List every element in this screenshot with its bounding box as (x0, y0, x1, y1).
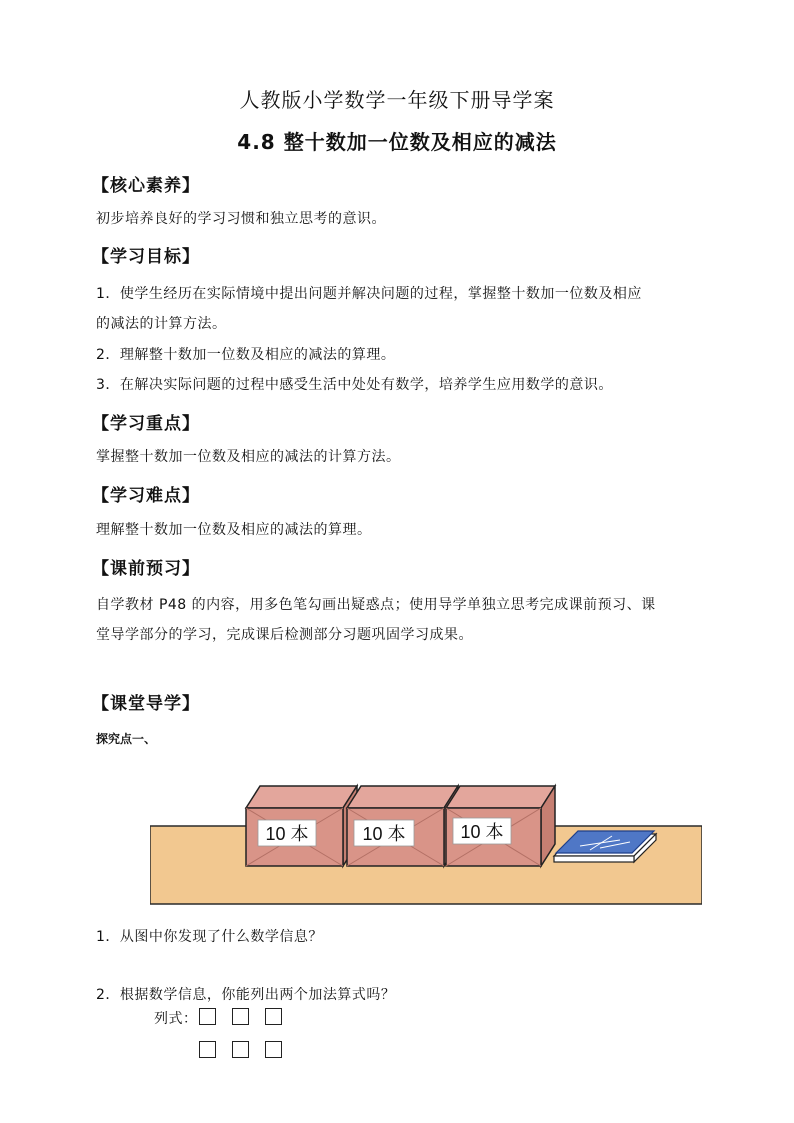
goal-line-4: 3．在解决实际问题的过程中感受生活中处处有数学，培养学生应用数学的意识。 (96, 377, 613, 393)
answer-boxes-row-1 (199, 1008, 282, 1025)
box-1-label: 10 本 (265, 824, 309, 844)
book-box-3 (446, 786, 555, 866)
answer-boxes-row-2 (199, 1041, 282, 1058)
core-text: 初步培养良好的学习习惯和独立思考的意识。 (96, 211, 386, 227)
answer-box[interactable] (232, 1008, 249, 1025)
question-1: 1．从图中你发现了什么数学信息？ (96, 929, 323, 945)
goal-line-2: 的减法的计算方法。 (96, 316, 227, 332)
goals-heading: 【学习目标】 (92, 247, 200, 267)
core-heading: 【核心素养】 (92, 176, 200, 196)
preview-heading: 【课前预习】 (92, 559, 200, 579)
explore-label: 探究点一、 (96, 732, 157, 746)
question-2: 2．根据数学信息，你能列出两个加法算式吗？ (96, 987, 396, 1003)
goal-line-1: 1．使学生经历在实际情境中提出问题并解决问题的过程，掌握整十数加一位数及相应 (96, 286, 642, 302)
key-text: 掌握整十数加一位数及相应的减法的计算方法。 (96, 449, 401, 465)
box-2-label: 10 本 (362, 824, 406, 844)
preview-line-1: 自学教材 P48 的内容，用多色笔勾画出疑惑点；使用导学单独立思考完成课前预习、课 (96, 597, 656, 613)
answer-box[interactable] (265, 1008, 282, 1025)
box-3-label: 10 本 (460, 822, 504, 842)
book-box-2 (347, 786, 458, 866)
book-box-1 (246, 786, 357, 866)
answer-box[interactable] (265, 1041, 282, 1058)
key-heading: 【学习重点】 (92, 414, 200, 434)
guide-heading: 【课堂导学】 (92, 694, 200, 714)
answer-box[interactable] (199, 1041, 216, 1058)
difficulty-heading: 【学习难点】 (92, 486, 200, 506)
preview-line-2: 堂导学部分的学习，完成课后检测部分习题巩固学习成果。 (96, 627, 473, 643)
answer-box[interactable] (199, 1008, 216, 1025)
answer-box[interactable] (232, 1041, 249, 1058)
goal-line-3: 2．理解整十数加一位数及相应的减法的算理。 (96, 347, 396, 363)
boxes-illustration (150, 778, 702, 906)
formula-label: 列式： (154, 1011, 198, 1027)
document-title: 人教版小学数学一年级下册导学案 (239, 88, 555, 112)
difficulty-text: 理解整十数加一位数及相应的减法的算理。 (96, 522, 372, 538)
lesson-title: 4.8 整十数加一位数及相应的减法 (237, 130, 557, 154)
